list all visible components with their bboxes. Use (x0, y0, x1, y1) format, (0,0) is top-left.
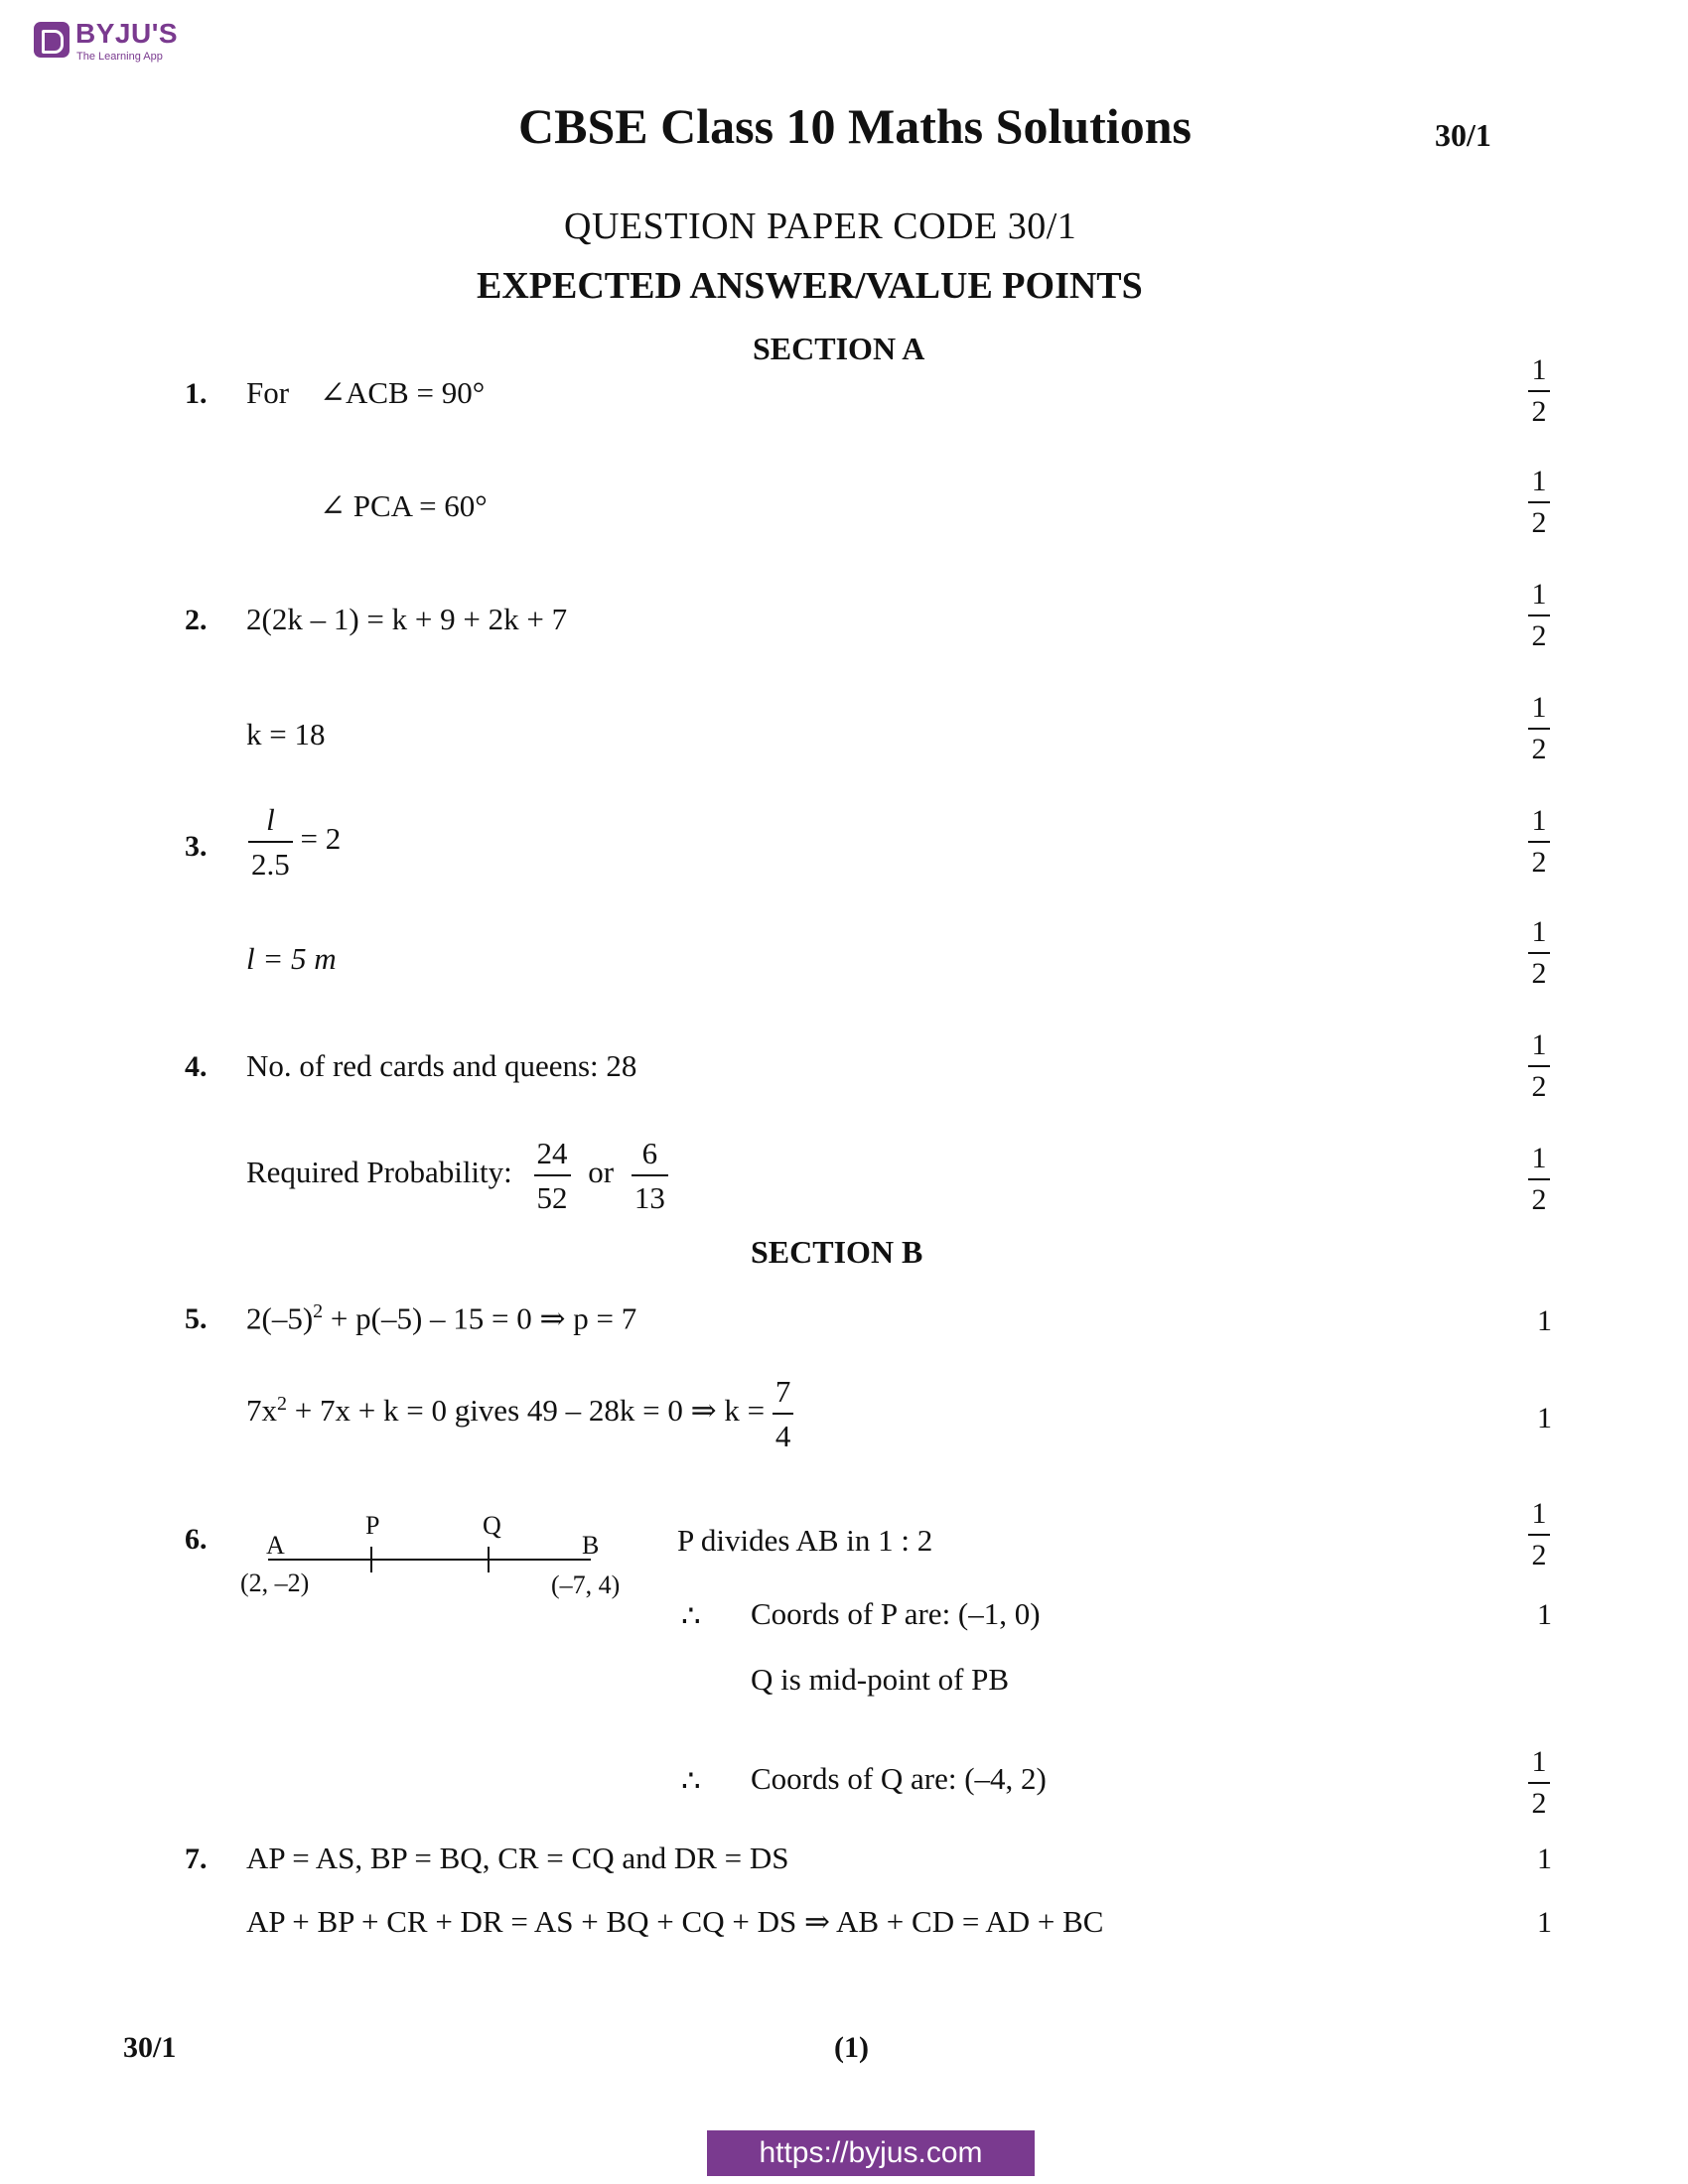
q4-or: or (588, 1155, 615, 1190)
q4-fraction-1-denominator: 52 (536, 1180, 568, 1215)
tick-p (370, 1547, 372, 1572)
q2-line-1: 2(2k – 1) = k + 9 + 2k + 7 (246, 602, 568, 636)
q6-line-2: Coords of P are: (–1, 0) (751, 1596, 1041, 1631)
q5-line-2 (246, 1374, 793, 1453)
question-number-6: 6. (185, 1523, 208, 1556)
q6-line-1: P divides AB in 1 : 2 (677, 1523, 933, 1558)
question-number-7: 7. (185, 1843, 208, 1875)
mark-half: 1 2 (1519, 1499, 1559, 1570)
logo-name: BYJU'S (75, 18, 179, 49)
paper-code-top: 30/1 (1435, 117, 1491, 153)
q7-line-2: AP + BP + CR + DR = AS + BQ + CQ + DS ⇒ AB + CD = AD + BC (246, 1904, 1104, 1939)
q5-line-1-b: + p(–5) – 15 = 0 ⇒ p = 7 (323, 1300, 637, 1336)
question-number-5: 5. (185, 1302, 208, 1335)
mark-half: 1 2 (1519, 1144, 1559, 1215)
therefore-symbol: ∴ (681, 1763, 701, 1798)
q5-k-fraction (773, 1374, 794, 1453)
label-b-coord: (–7, 4) (551, 1570, 621, 1599)
section-b-heading: SECTION B (751, 1234, 923, 1270)
q4-fraction-1 (534, 1136, 571, 1215)
question-number-1: 1. (185, 377, 208, 410)
q5-line-2-a: 7x (246, 1393, 277, 1429)
mark-half: 1 2 (1519, 355, 1559, 427)
mark-one: 1 (1537, 1304, 1552, 1337)
mark-one: 1 (1537, 1598, 1552, 1631)
mark-one: 1 (1537, 1402, 1552, 1434)
q5-line-2-b: + 7x + k = 0 gives 49 – 28k = 0 ⇒ k = (287, 1393, 773, 1429)
footer-paper-code: 30/1 (123, 2031, 177, 2064)
q1-line-2: ∠ PCA = 60° (320, 488, 488, 523)
label-b: B (582, 1531, 600, 1560)
label-p: P (365, 1511, 380, 1540)
q1-line-1: ∠ACB = 90° (320, 375, 486, 410)
mark-half: 1 2 (1519, 467, 1559, 538)
q4-fraction-2-numerator: 6 (641, 1136, 658, 1170)
q5-line-2-exponent: 2 (277, 1392, 287, 1415)
q3-fraction-numerator: l (266, 802, 275, 837)
question-number-4: 4. (185, 1050, 208, 1083)
therefore-symbol: ∴ (681, 1598, 701, 1633)
q4-fraction-1-numerator: 24 (536, 1136, 568, 1170)
q4-probability (246, 1136, 668, 1215)
q7-line-1: AP = AS, BP = BQ, CR = CQ and DR = DS (246, 1841, 789, 1875)
q4-fraction-2 (632, 1136, 668, 1215)
q4-probability-label: Required Probability: (246, 1155, 512, 1190)
q2-line-2: k = 18 (246, 717, 326, 751)
mark-half: 1 2 (1519, 1030, 1559, 1102)
q3-fraction-denominator: 2.5 (251, 847, 290, 882)
segment-ab (268, 1559, 591, 1561)
logo-tagline: The Learning App (76, 51, 163, 63)
q5-k-denominator: 4 (774, 1419, 791, 1453)
q3-fraction (248, 802, 293, 882)
byjus-logo-icon (34, 22, 70, 58)
mark-half: 1 2 (1519, 917, 1559, 989)
q6-line-3: Q is mid-point of PB (751, 1662, 1010, 1697)
q5-line-1-a: 2(–5) (246, 1300, 314, 1336)
answer-heading: EXPECTED ANSWER/VALUE POINTS (477, 265, 1143, 307)
url-banner[interactable] (707, 2130, 1035, 2176)
label-a-coord: (2, –2) (240, 1569, 310, 1597)
q6-line-4: Coords of Q are: (–4, 2) (751, 1761, 1047, 1796)
page-title: CBSE Class 10 Maths Solutions (518, 98, 1192, 154)
q4-fraction-2-denominator: 13 (633, 1180, 665, 1215)
byjus-logo (34, 20, 193, 66)
q5-line-1 (246, 1300, 636, 1336)
q4-line-1: No. of red cards and queens: 28 (246, 1048, 637, 1083)
question-paper-code: QUESTION PAPER CODE 30/1 (564, 205, 1077, 247)
q5-line-1-exponent: 2 (313, 1300, 324, 1322)
label-a: A (266, 1531, 285, 1560)
mark-one: 1 (1537, 1843, 1552, 1875)
question-number-3: 3. (185, 830, 208, 863)
q3-equals: = 2 (300, 821, 342, 857)
mark-half: 1 2 (1519, 580, 1559, 651)
mark-half: 1 2 (1519, 1747, 1559, 1819)
q3-equation (248, 802, 341, 882)
section-a-heading: SECTION A (753, 331, 925, 366)
label-q: Q (483, 1511, 501, 1540)
q3-line-2: l = 5 m (246, 941, 337, 976)
mark-half: 1 2 (1519, 806, 1559, 878)
question-number-2: 2. (185, 604, 208, 636)
url-link[interactable]: https://byjus.com (759, 2136, 983, 2169)
page-number: (1) (834, 2031, 869, 2064)
mark-one: 1 (1537, 1906, 1552, 1939)
q5-k-numerator: 7 (774, 1374, 791, 1409)
tick-q (488, 1547, 490, 1572)
mark-half: 1 2 (1519, 693, 1559, 764)
q1-prefix: For (246, 375, 290, 410)
